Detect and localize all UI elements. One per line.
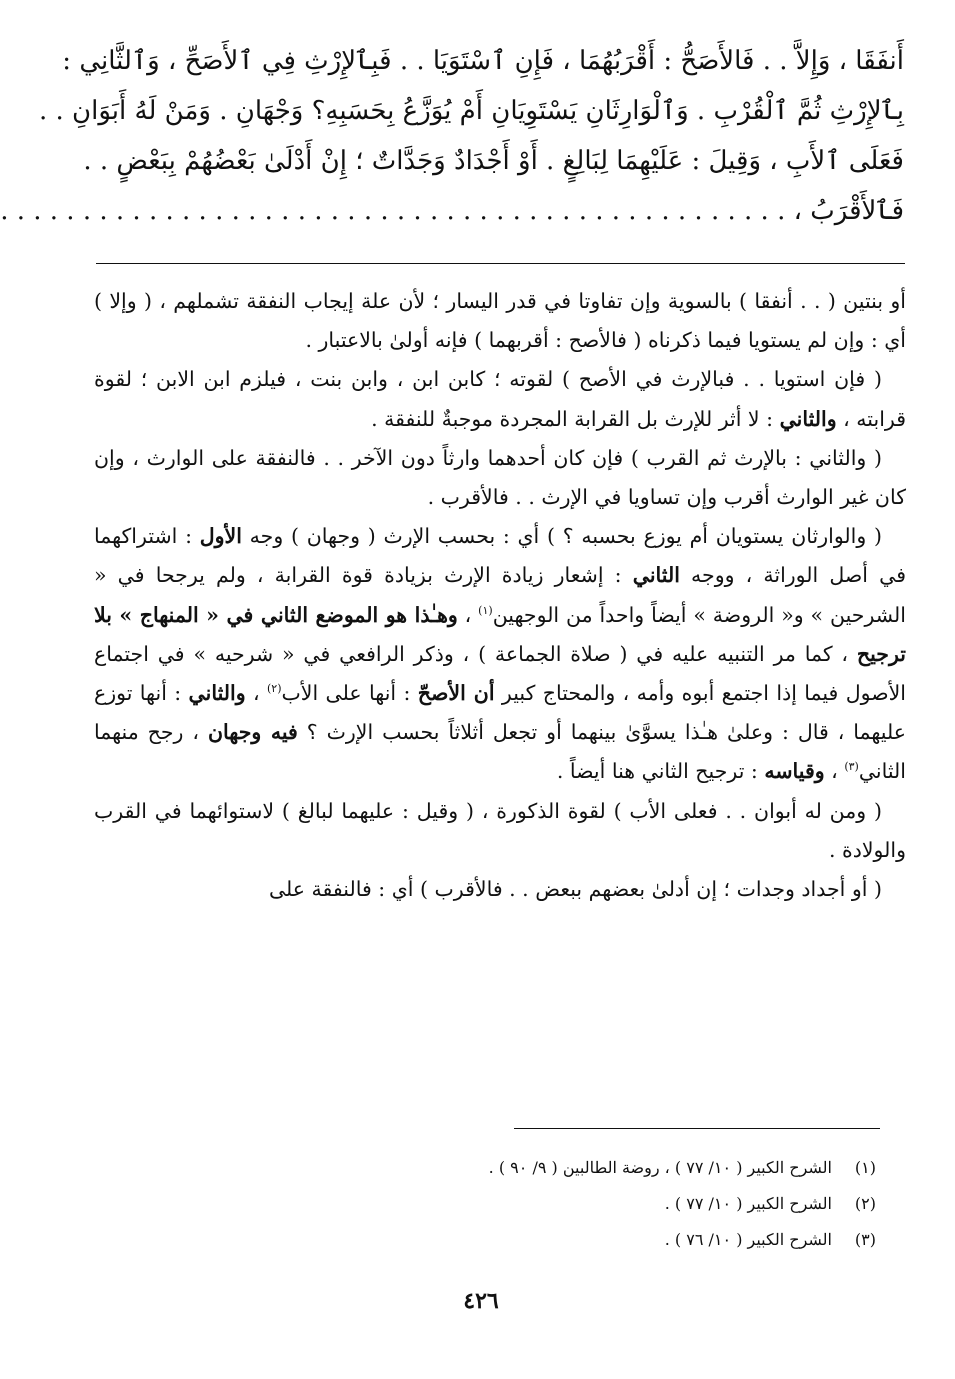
dot-leader: . . . . . . . . . . . . . . . . . . . . . . . . . . . . . . . . . . . . . . . . . . . . . . . . [0, 196, 794, 226]
footnote-text: الشرح الكبير ( ١٠/ ٧٧ ) ، روضة الطالبين ( ٩/ ٩٠ ) . [488, 1158, 832, 1177]
footnote-text: الشرح الكبير ( ١٠/ ٧٦ ) . [664, 1230, 832, 1249]
text-run: ( فإن استويا . . فبالإرث في الأصح ) لقوته ؛ كابن ابن ، وابن بنت ، فيلزم ابن الابن ؛ لقوة قرابته ، [94, 367, 906, 431]
matn-line: بِٱلإِرْثِ ثُمَّ ٱلْقُرْبِ . وَٱلْوَارِثَانِ يَسْتَوِيَانِ أَمْ يُوَزَّعُ بِحَسَبِهِ؟ وَجْهَانِ . وَمَنْ لَهُ أَبَوَانِ . . [39, 96, 904, 126]
matn-line [0, 186, 904, 236]
text-run: : اشتراكهما في أصل الوراثة ، ووجه [94, 524, 906, 588]
text-run: ( أو أجداد وجدات ؛ إن أدلىٰ بعضهم ببعض . . فالأقرب ) أي : فالنفقة على [268, 877, 882, 902]
bold-term: والثاني [779, 406, 837, 431]
text-run: ، كما مر التنبيه عليه في ( صلاة الجماعة ) ، وذكر الرافعي في « شرحيه » في اجتماع الأصول فيما إذا اجتمع أبوه وأمه ، والمحتاج كبير [94, 641, 906, 706]
page-number: ٤٢٦ [463, 1288, 499, 1314]
commentary-text-block [94, 282, 906, 909]
text-run: : إشعار زيادة الإرث بزيادة قوة القرابة ، ولم يرجحا في « الشرحين » و« الروضة » أيضاً واحداً من الوجهين [94, 563, 906, 627]
text-run: ، [245, 681, 267, 706]
footnote-ref: (٢) [266, 682, 282, 696]
matn-line-text: فَٱلأَقْرَبُ ، [793, 196, 904, 226]
matn-line: فَعَلَى ٱلأَبِ ، وَقِيلَ : عَلَيْهِمَا لِبَالِغٍ . أَوْ أَجْدَادٌ وَجَدَّاتٌ ؛ إِنْ أَدْلَىٰ بَعْضُهُمْ بِبَعْضٍ . . [83, 146, 904, 176]
text-run: ، [824, 759, 845, 784]
bold-term: أن الأصحّ [417, 681, 495, 706]
text-run: ( ومن له أبوان . . فعلى الأب ) لقوة الذكورة ، ( وقيل : عليهما لبالغ ) لاستوائهما في القرب والولادة . [94, 798, 906, 862]
text-run: : ترجيح الثاني هنا أيضاً . [556, 759, 765, 784]
commentary-paragraph [94, 439, 906, 517]
bold-term: فيه وجهان [207, 720, 298, 745]
text-run: ، رجح منهما الثاني [94, 720, 906, 784]
footnote-number: (١) [854, 1158, 876, 1177]
commentary-paragraph [94, 360, 906, 438]
bold-term: وهـٰذا هو الموضع الثاني في « المنهاج » بلا ترجيح [94, 602, 906, 666]
footnote [336, 1150, 876, 1186]
footnote-text: الشرح الكبير ( ١٠/ ٧٧ ) . [664, 1194, 832, 1213]
bold-term: والثاني [188, 681, 246, 706]
footnote [336, 1222, 876, 1258]
text-run: : لا أثر للإرث بل القرابة المجردة موجبةٌ للنفقة . [371, 406, 780, 431]
text-run: ، [457, 602, 479, 627]
commentary-paragraph [94, 792, 906, 870]
text-run: ( والوارثان يستويان أم يوزع بحسبه ؟ ) أي : بحسب الإرث ( وجهان ) وجه [241, 524, 883, 549]
commentary-paragraph [94, 870, 906, 909]
commentary-paragraph [94, 517, 906, 791]
separator-line [96, 263, 905, 264]
footnote-number: (٣) [854, 1230, 876, 1249]
matn-text-block [0, 36, 904, 236]
footnote-separator [514, 1128, 880, 1129]
bold-term: الأول [199, 524, 242, 549]
footnotes [336, 1150, 876, 1258]
commentary-paragraph: أو بنتين ( . . أنفقا ) بالسوية وإن تفاوتا في قدر اليسار ؛ لأن علة إيجاب النفقة تشملهم ، ( وإلا ) أي : وإن لم يستويا فيما ذكرناه ( فالأصح : أقربهما ) فإنه أولىٰ بالاعتبار . [94, 289, 906, 353]
bold-term: وقياسه [764, 759, 825, 784]
footnote-ref: (٣) [844, 760, 859, 774]
text-run: ( والثاني : بالإرث ثم القرب ) فإن كان أحدهما وارثاً دون الآخر . . فالنفقة على الوارث ، وإن كان غير الوارث أقرب وإن تساويا في الإرث . . فالأقرب . [94, 445, 906, 510]
text-run: : أنها على الأب [281, 681, 418, 706]
footnote-ref: (١) [478, 603, 493, 617]
footnote-number: (٢) [854, 1194, 876, 1213]
footnote [336, 1186, 876, 1222]
bold-term: الثاني [632, 563, 680, 588]
matn-line: أَنفَقَا ، وَإِلاَّ . . فَالأَصَحُّ : أَقْرَبُهُمَا ، فَإِنِ ٱسْتَوَيَا . . فَبِٱلإِرْثِ فِي ٱلأَصَحِّ ، وَٱلثَّانِي : [62, 46, 904, 76]
text-run: : أنها توزع عليهما ، قال : وعلىٰ هـٰذا يسوَّىٰ بينهما أو تجعل أثلاثاً بحسب الإرث ؟ [94, 681, 907, 745]
